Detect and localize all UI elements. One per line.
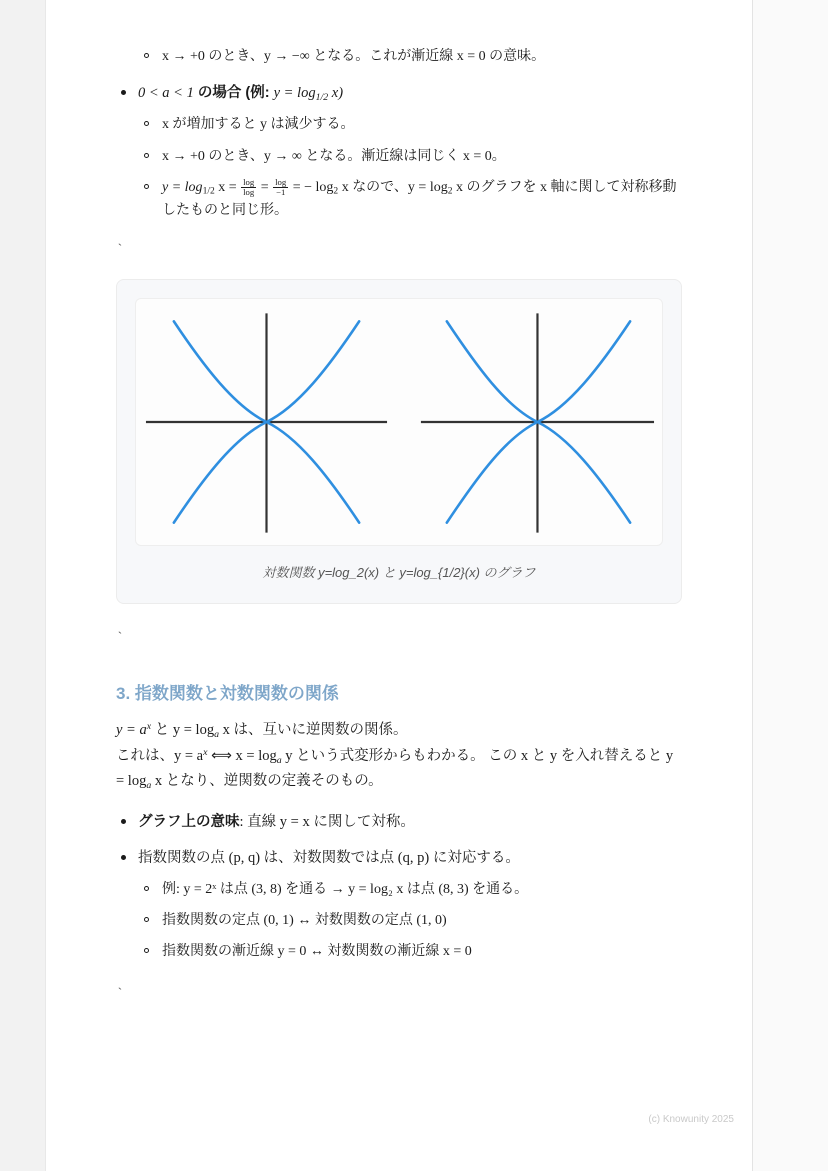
case-list [116, 82, 682, 222]
left-curve-right-upper [267, 322, 360, 423]
log-base: 1/2 [315, 92, 329, 104]
derivation-prefix: y = log [162, 180, 203, 196]
case-label-math: 0 < a < 1 [138, 85, 194, 102]
derivation-tail2-sub: 2 [447, 186, 453, 197]
left-curve-upper [174, 322, 267, 423]
fraction-1 [241, 178, 256, 197]
list-item [116, 811, 682, 833]
right-curve-right-upper [537, 322, 630, 423]
derivation-base: 1/2 [202, 186, 215, 197]
backtick-marker: ` [116, 630, 124, 646]
derivation-mid: x = [214, 180, 241, 196]
para-line1-c: x は、互いに逆関数の関係。 [219, 722, 408, 739]
derivation-result: = − log [289, 180, 334, 196]
list-item-text: x が増加すると y は減少する。 [162, 117, 355, 133]
case-label-bold: の場合 (例: [193, 85, 274, 102]
para-line2-sup: x [203, 746, 208, 758]
document-content [46, 0, 752, 1001]
log-graphs-svg [136, 299, 662, 545]
case-sub-list [138, 114, 682, 222]
left-curve-lower [174, 422, 267, 523]
para-line2-b: ⟺ x = log [207, 747, 277, 764]
copyright-footer: (c) Knowunity 2025 [648, 1114, 734, 1125]
document-page [46, 0, 752, 1171]
list-item [138, 941, 682, 963]
list-item-text: : 直線 y = x に関して対称。 [239, 813, 415, 830]
para-line1-sub: a [214, 729, 219, 741]
list-item-text: x → +0 のとき、y → ∞ となる。漸近線は同じく x = 0。 [162, 148, 506, 164]
relation-sub-list [138, 879, 682, 964]
list-item [116, 82, 682, 222]
para-line1-a: y = a [116, 722, 147, 739]
para-line2-c: y という式変形からもわかる。 この x と y を入れ替えると y = log [116, 747, 674, 790]
fraction-numerator: log [243, 176, 255, 187]
backtick-marker: ` [116, 242, 124, 258]
fraction-2 [273, 178, 288, 197]
list-item [116, 46, 682, 68]
right-margin-strip [752, 0, 828, 1171]
para-line1-sup: x [146, 721, 152, 733]
right-curve-right-lower [537, 422, 630, 523]
list-item [138, 879, 682, 901]
figure-plot-area [135, 298, 663, 546]
list-item-text: 指数関数の漸近線 y = 0 ↔ 対数関数の漸近線 x = 0 [162, 944, 472, 960]
figure-caption: 対数関数 y=log_2(x) と y=log_{1/2}(x) のグラフ [262, 565, 536, 581]
list-item-derivation: $y = \log_{1/2} x$ = $\frac{\log}{\log}$ = $\frac{\log}{-1}$ = − $\log_2 x$ なので、$y = \log_2 x$ のグラフを x 軸に関して対称移動したものと同じ形。 [138, 177, 682, 222]
right-curve-upper [447, 322, 538, 423]
section-heading: 3. 指数関数と対数関数の関係 [116, 684, 339, 704]
para-line2-a: これは、y = a [116, 747, 204, 764]
fraction-denominator: −1 [276, 186, 286, 197]
backtick-marker: ` [116, 985, 124, 1001]
relation-list [116, 811, 682, 964]
derivation-tail3: x のグラフを x 軸に関して対称移動したものと同じ形。 [162, 180, 677, 219]
section-paragraph [116, 718, 682, 794]
para-line2-sub: a [276, 754, 282, 766]
list-item-text: 指数関数の点 (p, q) は、対数関数では点 (q, p) に対応する。 [138, 850, 520, 867]
derivation-tail: x なので、 [338, 180, 408, 196]
list-item [138, 146, 682, 168]
derivation-tail2: y = log [407, 180, 448, 196]
figure-card [116, 279, 682, 604]
fraction-numerator: log [275, 176, 287, 187]
fraction-denominator: log [243, 186, 255, 197]
list-item-text: x → +0 のとき、y → −∞ となる。これが漸近線 x = 0 の意味。 [162, 49, 546, 64]
para-line2-sub2: a [146, 779, 152, 791]
list-item-text: 指数関数の定点 (0, 1) ↔ 対数関数の定点 (1, 0) [162, 912, 447, 928]
left-curve-right-lower [267, 422, 360, 523]
derivation-result-sub: 2 [333, 186, 339, 197]
list-item [138, 114, 682, 136]
case-label-expr: $y = \log_{1/2} x$) [273, 85, 344, 104]
right-curve-lower [447, 422, 538, 523]
para-line1-b: と y = log [151, 722, 215, 739]
list-item-text: 例: y = 2ˣ は点 (3, 8) を通る → y = log₂ x は点 (8, 3) を通る。 [162, 881, 529, 897]
list-item [116, 847, 682, 964]
list-item [138, 910, 682, 932]
list-item-bold: グラフ上の意味 [138, 813, 240, 830]
para-line2-d: x となり、逆関数の定義そのもの。 [151, 773, 383, 790]
